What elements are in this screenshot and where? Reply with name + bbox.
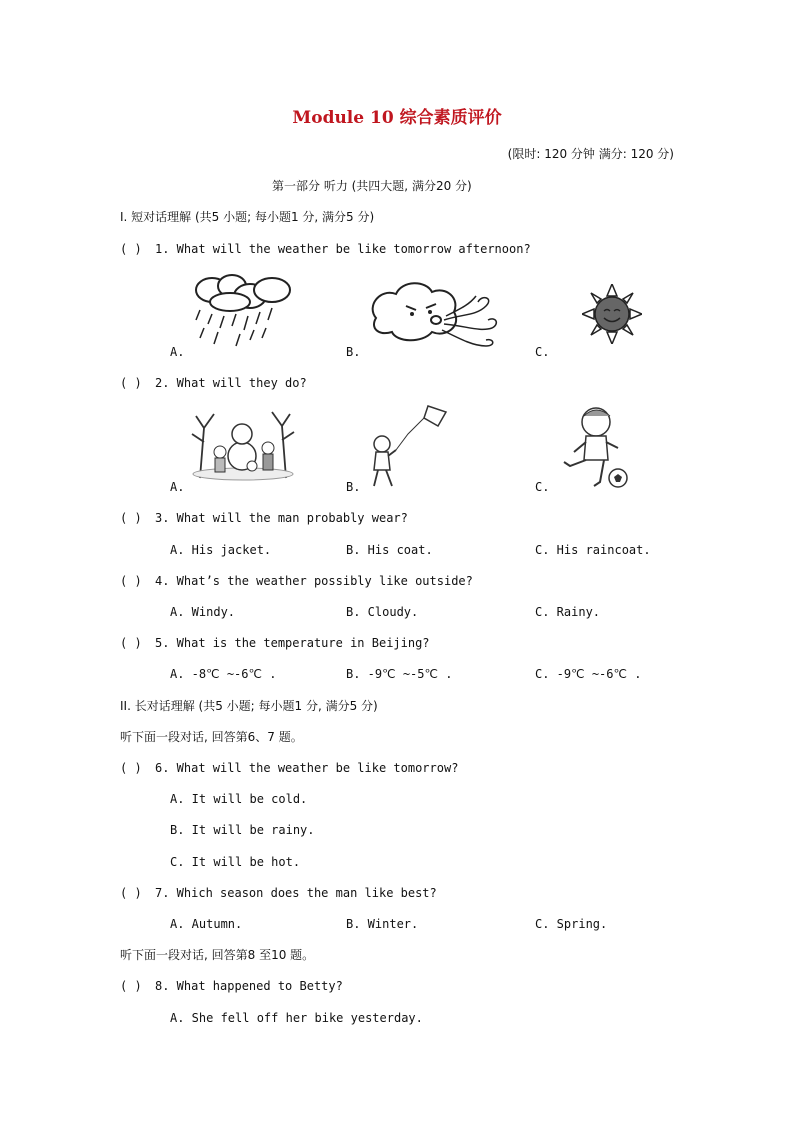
option-b[interactable]: B. Cloudy. (346, 605, 419, 619)
answer-bracket[interactable]: ( ) (120, 636, 142, 650)
football-boy-icon (556, 404, 630, 492)
option-a[interactable]: A. She fell off her bike yesterday. (170, 1011, 423, 1025)
option-a[interactable]: A. Autumn. (170, 917, 243, 931)
option-c[interactable]: C. His raincoat. (535, 543, 651, 557)
time-limit: (限时: 120 分钟 满分: 120 分) (507, 147, 674, 161)
kite-boy-icon (366, 404, 454, 492)
question-2: 2. What will they do? (155, 376, 307, 390)
option-label[interactable]: A. (170, 480, 185, 494)
option-b[interactable]: B. His coat. (346, 543, 433, 557)
answer-bracket[interactable]: ( ) (120, 886, 142, 900)
question-3: 3. What will the man probably wear? (155, 511, 408, 525)
option-c[interactable]: C. Rainy. (535, 605, 601, 619)
answer-bracket[interactable]: ( ) (120, 242, 142, 256)
answer-bracket[interactable]: ( ) (120, 376, 142, 390)
option-a[interactable]: A. -8℃ ~-6℃ . (170, 667, 277, 681)
question-1: 1. What will the weather be like tomorrow afternoon? (155, 242, 531, 256)
sun-icon (582, 284, 642, 344)
page-title: Module 10 综合素质评价 (292, 108, 502, 128)
answer-bracket[interactable]: ( ) (120, 979, 142, 993)
part1-heading: 第一部分 听力 (共四大题, 满分20 分) (272, 179, 472, 193)
rain-cloud-icon (190, 274, 296, 350)
option-a[interactable]: A. Windy. (170, 605, 236, 619)
question-7: 7. Which season does the man like best? (155, 886, 437, 900)
section1-heading: I. 短对话理解 (共5 小题; 每小题1 分, 满分5 分) (120, 210, 375, 224)
wind-cloud-icon (366, 276, 504, 356)
question-6: 6. What will the weather be like tomorrow? (155, 761, 459, 775)
instruction: 听下面一段对话, 回答第8 至10 题。 (120, 948, 315, 962)
option-a[interactable]: A. It will be cold. (170, 792, 308, 806)
option-b[interactable]: B. It will be rainy. (170, 823, 315, 837)
snowman-kids-icon (190, 408, 296, 484)
option-c[interactable]: C. It will be hot. (170, 855, 301, 869)
option-a[interactable]: A. His jacket. (170, 543, 272, 557)
option-label[interactable]: B. (346, 345, 361, 359)
option-label[interactable]: C. (535, 345, 550, 359)
option-b[interactable]: B. -9℃ ~-5℃ . (346, 667, 453, 681)
option-label[interactable]: A. (170, 345, 185, 359)
answer-bracket[interactable]: ( ) (120, 574, 142, 588)
option-b[interactable]: B. Winter. (346, 917, 419, 931)
answer-bracket[interactable]: ( ) (120, 761, 142, 775)
question-8: 8. What happened to Betty? (155, 979, 343, 993)
answer-bracket[interactable]: ( ) (120, 511, 142, 525)
section2-heading: II. 长对话理解 (共5 小题; 每小题1 分, 满分5 分) (120, 699, 378, 713)
question-4: 4. What’s the weather possibly like outside? (155, 574, 473, 588)
instruction: 听下面一段对话, 回答第6、7 题。 (120, 730, 303, 744)
option-label[interactable]: B. (346, 480, 361, 494)
option-c[interactable]: C. Spring. (535, 917, 608, 931)
question-5: 5. What is the temperature in Beijing? (155, 636, 430, 650)
option-label[interactable]: C. (535, 480, 550, 494)
option-c[interactable]: C. -9℃ ~-6℃ . (535, 667, 642, 681)
